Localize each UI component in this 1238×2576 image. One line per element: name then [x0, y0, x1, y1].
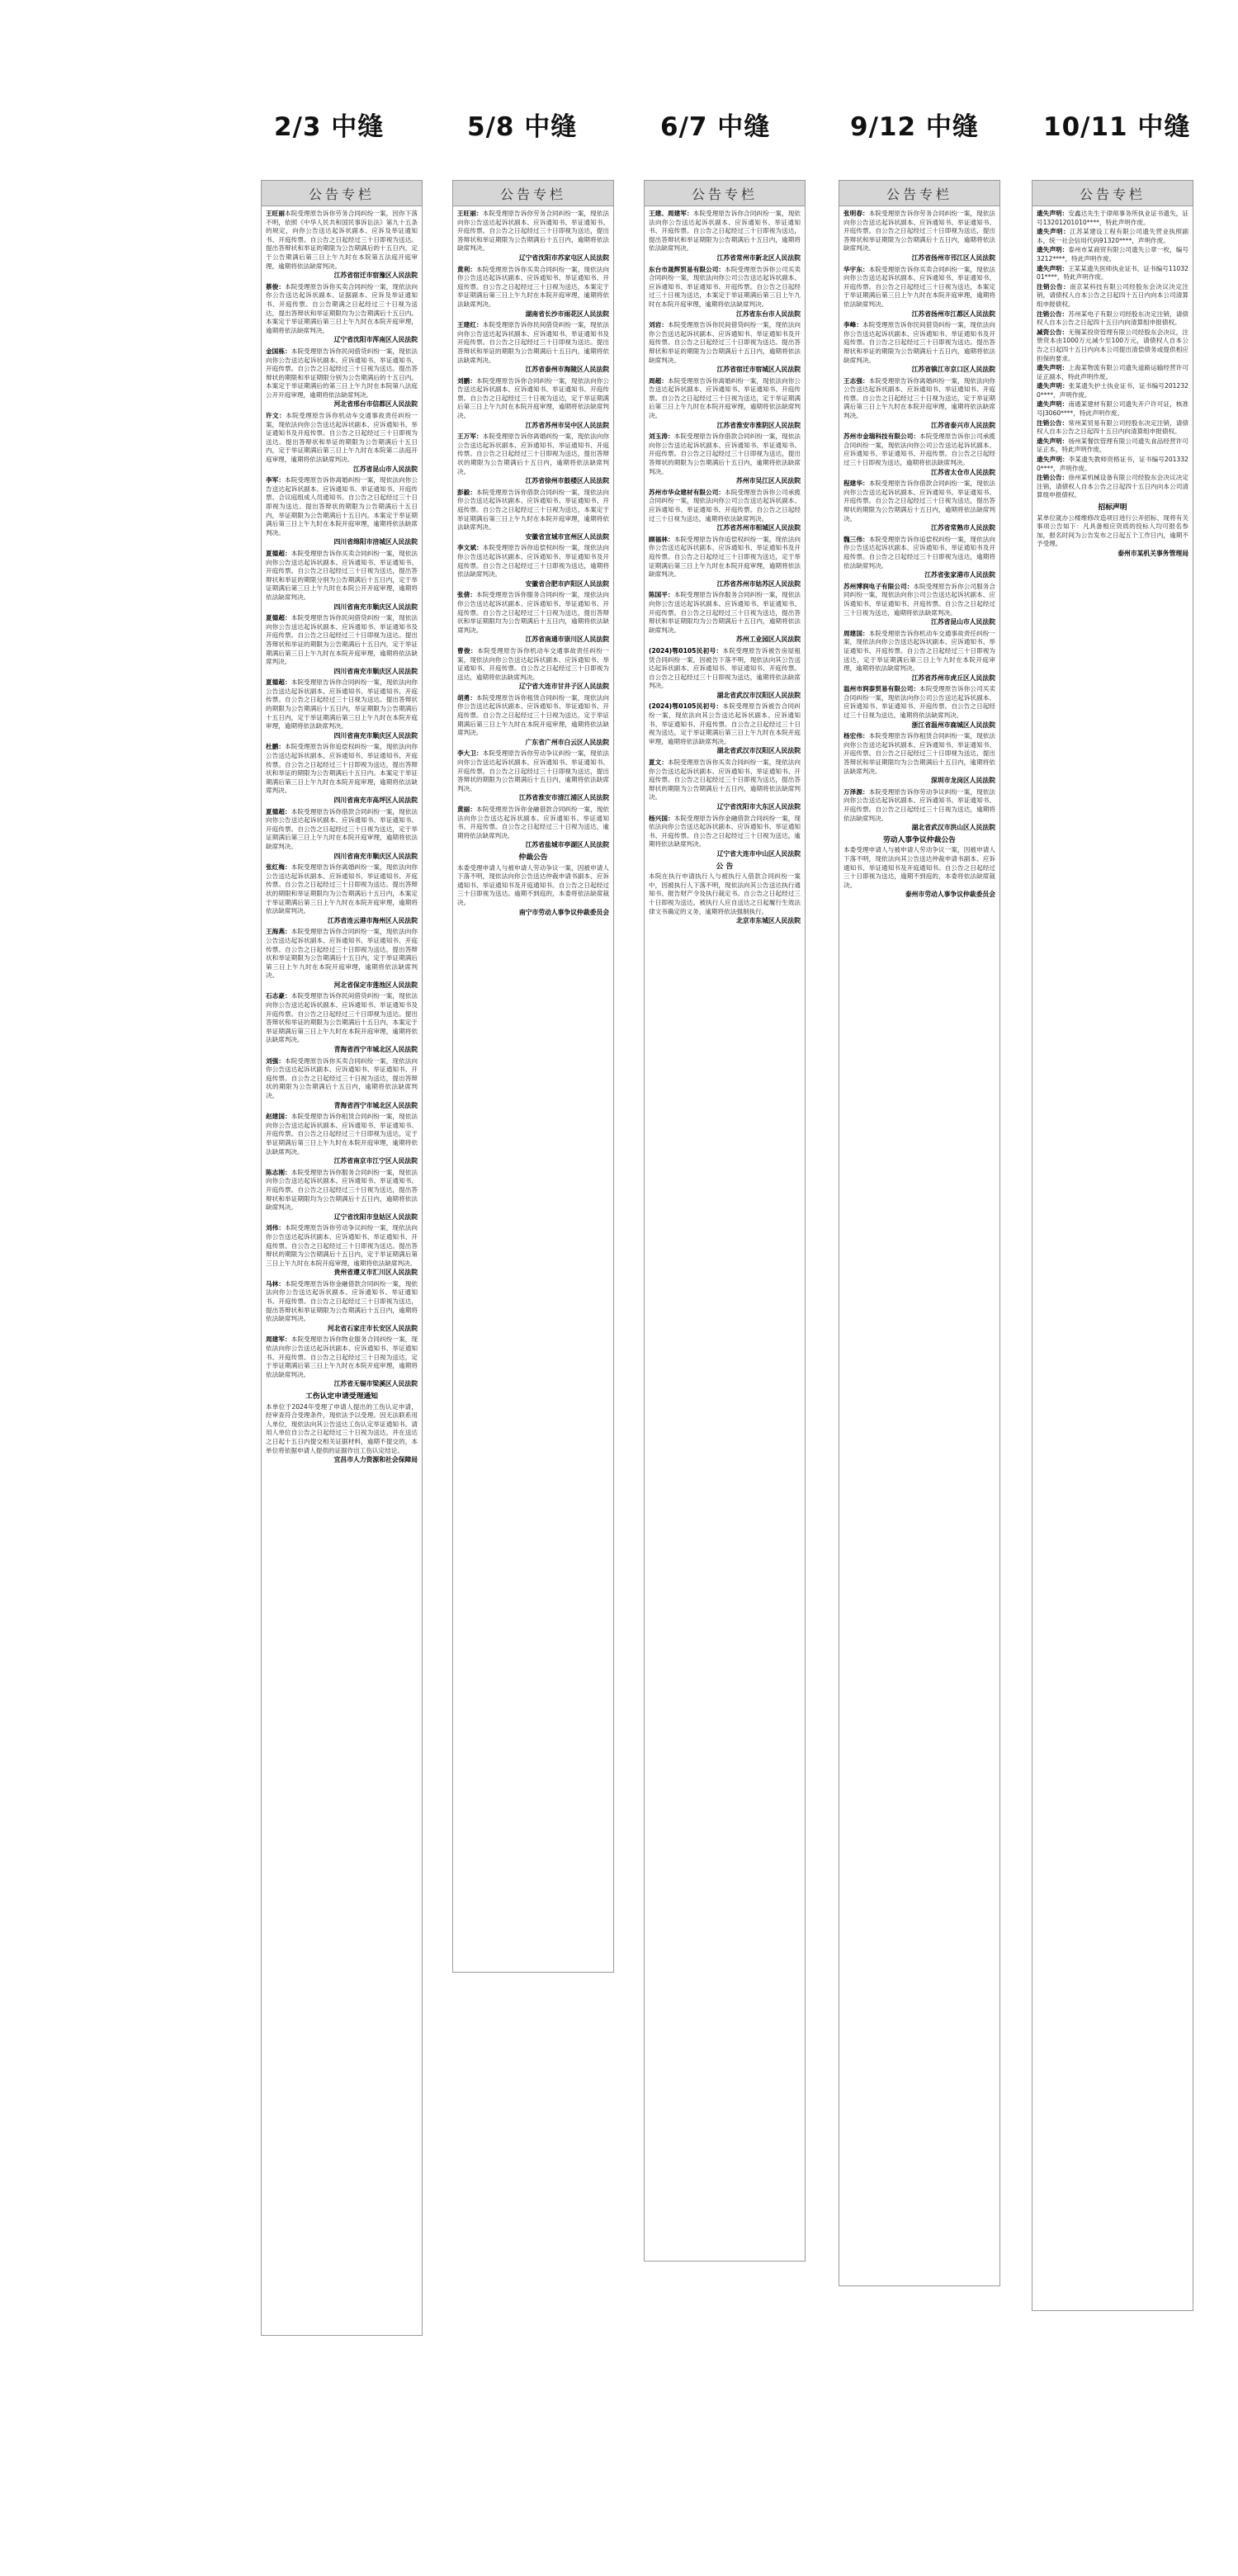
court-signature: 江苏省宿迁市宿豫区人民法院: [333, 272, 418, 280]
notice-text: 本院受理原告诉你合同纠纷一案，现依法向你公告送达起诉状副本、应诉通知书、举证通知书、开庭传票。自公告之日起经过三十日视为送达，定于举证期满后第三日上午九时在本院开庭审理，逾期将依法缺席判决。: [457, 376, 610, 420]
notice-addressee: 刘鹏：: [457, 376, 477, 385]
notice-item: [649, 321, 801, 365]
notice-item: [457, 591, 609, 635]
notice-body: [645, 206, 805, 934]
notice-text: 本院受理原告诉你劳务合同纠纷一案，现依法向你公告送达起诉状副本、应诉通知书、举证通知书、开庭传票。自公告之日起经过三十日即视为送达，提出答辩状和举证期限为公告期满后十五日内，逾期将依法缺席判决。: [457, 210, 610, 253]
notice-addressee: 黄丽：: [457, 806, 477, 813]
notice-addressee: 刘强：: [266, 1056, 286, 1065]
panel-banner: 公告专栏: [645, 181, 805, 206]
notice-item: [649, 377, 801, 421]
notice-text: 本院受理原告诉你劳务合同纠纷一案，现依法向你公告送达起诉状副本、应诉通知书、举证通知书、开庭传票。自公告之日起经过三十日即视为送达，提出答辩状和举证期限为公告期满后十五日内，逾期将依法缺席判决。: [843, 210, 996, 253]
notice-text: 本院受理原告诉你民间借贷纠纷一案，现依法向你公告送达起诉状副本、应诉通知书、举证通知书及开庭传票。自公告之日起经过三十日即视为送达。提出答辩状和举证的期限为公告期满后十五日内，定于举证期满后第三日上午九时在本院开庭审理，逾期将依法缺席判决。: [266, 614, 418, 666]
notice-addressee: 杨宏伟：: [843, 732, 869, 740]
notice-text: 张某遗失护士执业证书，证书编号2012320****，声明作废。: [1037, 382, 1188, 399]
notice-text: 苏州某电子有限公司经股东决定注销，请债权人自本公告之日起四十五日内向清算组申报债权。: [1037, 310, 1189, 327]
notice-addressee: 彭毅：: [457, 488, 477, 496]
notice-item: [266, 1113, 418, 1156]
court-signature: 四川省南充市顺庆区人民法院: [333, 603, 418, 611]
notice-addressee: 陈国平：: [649, 591, 674, 599]
notice-addressee: 赵建国：: [266, 1113, 291, 1121]
notice-text: 本院受理原告诉你离婚纠纷一案，现依法向你公告送达起诉状副本、应诉通知书、举证通知书、开庭传票。自公告之日起经过三十日即视为送达。提出答辩状的期限和举证期限均为公告期满后十五日内，本案定于举证期满后第三日上午九时在本院开庭审理，逾期将依法缺席判决。: [266, 863, 418, 915]
notice-addressee: 遗失声明：: [1037, 382, 1069, 390]
court-signature: 江苏省扬州市江都区人民法院: [911, 310, 995, 318]
notice-addressee: 曹俊：: [457, 646, 478, 655]
notice-addressee: 顾福林：: [649, 535, 674, 543]
notice-text: 本院受理原告诉你租赁合同纠纷一案，现依法向你公告送达起诉状副本、应诉通知书、举证通知书、开庭传票。自公告之日起经过三十日视为送达，定于举证期满后第三日上午九时在本院开庭审理，逾期将依法缺席判决。: [457, 693, 610, 737]
notice-addressee: 华宇东：: [843, 265, 869, 273]
notice-item: [1037, 419, 1188, 437]
notice-item: [457, 489, 609, 532]
notice-addressee: 周建国：: [843, 629, 869, 637]
court-signature: 江苏省常州市新北区人民法院: [716, 253, 801, 262]
notice-addressee: 张倩：: [457, 591, 477, 599]
section-title: 劳动人事争议仲裁公告: [883, 835, 956, 844]
notice-item: [266, 1057, 418, 1101]
panel-banner: 公告专栏: [839, 181, 999, 206]
notice-addressee: 王志强：: [843, 376, 869, 385]
notice-item: [843, 685, 995, 720]
notice-item: [1037, 437, 1188, 455]
court-signature: 江苏省昆山市人民法院: [931, 618, 995, 626]
court-signature: 四川省南充市高坪区人民法院: [333, 796, 418, 804]
court-signature: 湖北省武汉市汉阳区人民法院: [716, 691, 801, 699]
notice-text: 本院受理原告诉你机动车交通事故责任纠纷一案，现依法向你公告送达起诉状副本、应诉通知书、举证通知书、开庭传票。自公告之日起经过三十日即视为送达，逾期将依法缺席判决。: [457, 646, 610, 681]
notice-addressee: 遗失声明：: [1037, 228, 1070, 236]
notice-text: 本院受理原告诉你公司承揽合同纠纷一案，现依法向你公司公告送达起诉状副本、应诉通知书、举证通知书、开庭传票。自公告之日起经过三十日视为送达，逾期将依法缺席判决。: [649, 488, 801, 522]
column-header-3: 6/7 中缝: [660, 112, 771, 142]
notice-addressee: 王建红：: [457, 321, 483, 329]
notice-item: [843, 788, 995, 823]
notice-item: [843, 480, 995, 523]
notice-addressee: 周建军：: [266, 1335, 291, 1344]
notice-item: [1037, 310, 1188, 328]
court-signature: 河北省石家庄市长安区人民法院: [327, 1324, 418, 1332]
notice-text: 本院受理原告诉你服务合同纠纷一案，现依法向你公告送达起诉状副本、应诉通知书、举证通知书、开庭传票。自公告之日起经过三十日视为送达，提出答辩状和举证期限均为公告期满后十五日内，逾期将依法缺席判决。: [266, 1168, 418, 1212]
notice-addressee: 周超：: [649, 376, 669, 385]
notice-item: [457, 266, 609, 310]
notice-text: 本院受理原告诉你机动车交通事故责任纠纷一案，现依法向你公告送达起诉状副本、应诉通知书、举证通知书及开庭传票。自公告之日起经过三十日即视为送达。提出答辩状和举证的期限为公告期满后十五日内，定于举证期满后第三日上午九时在本院第二法庭开庭审理，逾期将依法缺席判决。: [266, 412, 418, 464]
notice-text: 本院受理原告诉你买卖合同纠纷一案，现依法向你公告送达起诉状副本、应诉通知书、举证通知书、开庭传票。自公告之日起经过三十日视为送达，提出答辩状和举证的期限分别为公告期满后十五日内，定于举证期满后第三日上午九时在本院公开开庭审理，逾期将依法缺席判决。: [266, 549, 418, 601]
notice-text: 本院受理原告诉你追偿权纠纷一案，现依法向你公告送达起诉状副本、应诉通知书、举证通知书、开庭传票。自公告之日起经过三十日即视为送达，提出答辩状和举证的期限为公告期满后十五日内。本案定于举证期满后第三日上午九时在本院开庭审理，逾期将依法缺席判决。: [266, 743, 418, 795]
notice-item: [266, 928, 418, 981]
notice-addressee: 刘岩：: [649, 321, 669, 329]
notice-text: 本院受理原告诉你合同纠纷一案，现依法向你公告送达起诉状副本、应诉通知书、举证通知书、开庭传票。自公告之日起经过三十日即视为送达，提出答辩状和举证期限为公告期满后十五日内，定于举证期满后第三日上午九时在本院开庭审理，逾期将依法缺席判决。: [266, 928, 418, 980]
notice-item: [649, 759, 801, 802]
notice-text: 本院受理原告诉你物业服务合同纠纷一案，现依法向你公告送达起诉状副本、应诉通知书、举证通知书、开庭传票。自公告之日起经过三十日视为送达，定于举证期满后第三日上午九时在本院开庭审理，逾期将依法缺席判决。: [266, 1335, 418, 1378]
notice-addressee: 张明春：: [843, 210, 869, 217]
notice-text: 泰州市某商贸有限公司遗失公章一枚，编号3212****，特此声明作废。: [1037, 246, 1189, 262]
court-signature: 江苏省南京市江宁区人民法院: [333, 1157, 418, 1165]
notice-text: 本院受理原告诉你民间借贷纠纷一案，现依法向你公告送达起诉状副本、应诉通知书、举证通知书及开庭传票。自公告之日起经过三十日即视为送达。提出答辩状和举证的期限为公告期满后十五日内，逾期将依法缺席判决。: [843, 321, 996, 364]
notice-text: 本院受理原告诉你劳务合同纠纷一案，因你下落不明，依照《中华人民共和国民事诉讼法》第九十五条的规定，向你公告送达起诉状副本、应诉及举证通知书、开庭传票。自公告之日起经过三十日即视为送达。提出答辩状和举证的期限为公告期满后的十五日内，定于公告期满后第三日上午九时在本院第五法庭开庭审理，逾期将依法缺席判决。: [266, 210, 418, 270]
notice-panel-2: [452, 180, 614, 1973]
notice-text: 本院受理原告诉你金融借款合同纠纷一案，现依法向你公告送达起诉状副本、应诉通知书、举证通知书、开庭传票。自公告之日起经过三十日视为送达，逾期将依法缺席判决。: [457, 806, 610, 839]
notice-item: [649, 432, 801, 476]
court-signature: 江苏省南通市崇川区人民法院: [525, 636, 609, 644]
section-title: 仲裁公告: [518, 853, 548, 862]
notice-item: [649, 702, 801, 746]
notice-text: 本院受理原告诉你追偿权纠纷一案，现依法向你公告送达起诉状副本、应诉通知书、举证通知书及开庭传票。自公告之日起经过三十日即视为送达，逾期将依法缺席判决。: [843, 535, 996, 570]
section-title: 招标声明: [1098, 503, 1127, 512]
notice-item: [266, 412, 418, 465]
notice-text: 南通某建材有限公司遗失开户许可证，核准号J3060****，特此声明作废。: [1037, 400, 1189, 418]
notice-item: [1037, 265, 1188, 282]
notice-panel-1: [261, 180, 423, 2336]
notice-addressee: 夏德超：: [266, 807, 291, 815]
notice-item: [266, 863, 418, 916]
notice-text: 安鑫达先生于律师事务所执业证书遗失，证号13201201010****，特此声明作废。: [1037, 210, 1189, 226]
notice-addressee: 苏州市华众建材有限公司：: [649, 488, 725, 496]
notice-text: 本院受理原告诉你公司承揽合同纠纷一案，现依法向你公司公告送达起诉状副本、应诉通知书、举证通知书、开庭传票。自公告之日起经过三十日即视为送达，逾期将依法缺席判决。: [843, 432, 996, 467]
court-signature: 湖南省长沙市雨花区人民法院: [525, 310, 609, 318]
notice-text: 本院受理原告诉你公司买卖合同纠纷一案，现依法向你公司公告送达起诉状副本、应诉通知书、举证通知书、开庭传票。自公告之日起经过三十日视为送达，逾期将依法缺席判决。: [843, 685, 996, 720]
notice-addressee: 李大卫：: [457, 749, 483, 758]
notice-addressee: 蔡俊：: [266, 282, 286, 291]
notice-item: [843, 432, 995, 467]
notice-item: [457, 210, 609, 253]
notice-text: 本院受理原告诉你追偿权纠纷一案，现依法向你公告送达起诉状副本、应诉通知书、举证通知书及开庭传票。自公告之日起经过三十日即视为送达，定于举证期满后第三日上午九时在本院开庭审理，逾期将依法缺席判决。: [649, 535, 801, 579]
notice-item: [457, 694, 609, 738]
court-signature: 苏州工业园区人民法院: [736, 636, 801, 644]
notice-item: [266, 743, 418, 796]
notice-addressee: 遗失声明：: [1037, 437, 1069, 445]
notice-addressee: 夏德超：: [266, 678, 291, 687]
notice-text: 本院受理原告诉被告合同纠纷一案，现依法向其公告送达起诉状副本、应诉通知书、举证通知书、开庭传票。自公告之日起经过三十日视为送达，定于举证期满后第三日上午九时在本院开庭审理，逾期将依法缺席判决。: [649, 702, 801, 745]
court-signature: 江苏省连云港市海州区人民法院: [327, 916, 418, 924]
notice-text: 本院受理原告诉你买卖合同纠纷一案，现依法向你公告送达起诉状副本、应诉通知书、举证通知书、开庭传票。自公告之日起经过三十日即视为送达，提出答辩状的期限为公告期满后十五日内，逾期将依法缺席判决。: [649, 759, 801, 801]
court-signature: 江苏省东台市人民法院: [736, 310, 801, 318]
notice-body: [839, 206, 999, 907]
panel-banner: 公告专栏: [453, 181, 613, 206]
court-signature: 深圳市龙岗区人民法院: [931, 777, 995, 785]
court-signature: 江苏省张家港市人民法院: [924, 571, 995, 579]
notice-body: [1032, 206, 1193, 566]
notice-item: [1037, 328, 1188, 363]
notice-addressee: 李军：: [266, 476, 286, 484]
notice-addressee: 李峰：: [843, 321, 863, 329]
notice-item: [266, 808, 418, 852]
notice-item: [266, 476, 418, 537]
notice-addressee: 刘玉涛：: [649, 432, 674, 441]
notice-text: 本院受理原告诉你追偿权纠纷一案，现依法向你公告送达起诉状副本、应诉通知书、举证通知书及开庭传票。自公告之日起经过三十日即视为送达，逾期将依法缺席判决。: [457, 544, 610, 579]
court-signature: 苏州市吴江区人民法院: [736, 477, 801, 485]
notice-text: 本院受理原告诉你合同纠纷一案，现依法向你公告送达起诉状副本、应诉通知书、举证通知书、开庭传票。自公告之日起经过三十日即视为送达，提出答辩状和举证期限为公告期满后十五日内，逾期将依法缺席判决。: [649, 210, 801, 253]
notice-addressee: 温州市润泰贸易有限公司：: [843, 685, 920, 693]
notice-addressee: 王海燕：: [266, 928, 291, 936]
notice-text: 本院受理原告诉你民间借贷纠纷一案，现依法向你公告送达起诉状副本、应诉通知书、举证通知书及开庭传票。自公告之日起经过三十日即视为送达。提出答辩状和举证的期限为公告期满后十五日内，本案定于举证期满后第三日上午九时在本院开庭审理，逾期将依法缺席判决。: [266, 992, 418, 1044]
column-header-2: 5/8 中缝: [467, 112, 578, 142]
court-signature: 江苏省苏州市相城区人民法院: [716, 524, 801, 532]
notice-text: 本院受理原告诉你借款合同纠纷一案，现依法向你公告送达起诉状副本、应诉通知书、举证通知书、开庭传票。自公告之日起经过三十日视为送达，提出答辩状的期限为公告期满后十五日内，逾期将依法缺席判决。: [843, 480, 996, 522]
court-signature: 辽宁省大连市中山区人民法院: [716, 849, 801, 858]
column-header-5: 10/11 中缝: [1043, 112, 1191, 142]
court-signature: 江苏省苏州市吴中区人民法院: [525, 421, 609, 429]
notice-text: 本院受理原告诉你合同纠纷一案，现依法向你公告送达起诉状副本、应诉通知书、举证通知书、开庭传票。自公告之日起经过三十日视为送达。提出答辩状的期限为公告期满后十五日内，举证期限为公告期满后十五日内，定于举证期满后第三日上午九时在本院开庭审理，逾期将依法缺席判决。: [266, 678, 418, 730]
notice-addressee: 遗失声明：: [1037, 264, 1069, 272]
notice-text: 本院受理原告诉你借款合同纠纷一案，现依法向你公告送达起诉状副本、应诉通知书、举证通知书、开庭传票。自公告之日起经过三十日视为送达，本案定于举证期满后第三日上午九时在本院开庭审理，逾期将依法缺席判决。: [457, 488, 610, 532]
notice-item: [266, 678, 418, 731]
notice-body: [453, 206, 613, 924]
notice-addressee: 许文：: [266, 412, 286, 420]
notice-text: 本院受理原告诉你离婚纠纷一案，现依法向你公告送达起诉状副本、应诉通知书、举证通知书、开庭传票。自公告之日起经过三十日即视为送达，提出答辩状的期限为公告期满后十五日内，逾期将依法缺席判决。: [457, 432, 610, 475]
notice-item: [649, 210, 801, 253]
notice-addressee: 王旺丽: [266, 210, 286, 217]
section-text: 某单位就办公楼维修改造项目进行公开招标，现将有关事项公告如下：凡具备相应资质的投标人均可报名参加，报名时间为公告发布之日起五个工作日内，逾期不予受理。: [1037, 513, 1188, 548]
court-signature: 湖北省武汉市洪山区人民法院: [911, 824, 995, 832]
notice-addressee: 苏州市金瑞科技有限公司：: [843, 432, 920, 441]
section-signature: 北京市东城区人民法院: [736, 917, 801, 925]
notice-text: 本院受理原告诉你公司买卖合同纠纷一案，现依法向你公司公告送达起诉状副本、应诉通知书、举证通知书、开庭传票。自公告之日起经过三十日视为送达，本案定于举证期满后第三日上午九时在本院开庭审理，逾期将依法缺席判决。: [649, 265, 801, 308]
notice-text: 本院受理原告诉你服务合同纠纷一案，现依法向你公告送达起诉状副本、应诉通知书、举证通知书、开庭传票。自公告之日起经过三十日视为送达，提出答辩状和举证期限均为公告期满后十五日内，逾期将依法缺席判决。: [457, 591, 610, 634]
court-signature: 江苏省淮安市淮阴区人民法院: [716, 421, 801, 429]
court-signature: 青海省西宁市城北区人民法院: [333, 1101, 418, 1109]
court-signature: 江苏省苏州市虎丘区人民法院: [911, 674, 995, 682]
notice-item: [457, 544, 609, 579]
notice-addressee: 王建、周建军：: [649, 210, 693, 217]
notice-item: [266, 347, 418, 400]
court-signature: 江苏省苏州市姑苏区人民法院: [716, 579, 801, 588]
notice-text: 本院受理原告诉你离婚纠纷一案，现依法向你公告送达起诉状副本、应诉通知书、举证通知书、开庭传票。自公告之日起经过三十日视为送达，定于举证期满后第三日上午九时在本院开庭审理，逾期将依法缺席判决。: [649, 376, 801, 420]
section-signature: 泰州市某机关事务管理局: [1118, 549, 1188, 557]
notice-addressee: 张红梅：: [266, 863, 291, 872]
notice-text: 本院受理原告诉你租赁合同纠纷一案，现依法向你公告送达起诉状副本、应诉通知书、举证通知书、开庭传票。自公告之日起经过三十日即视为送达，提出答辩状和举证期限均为公告期满后十五日内，逾期将依法缺席判决。: [843, 732, 996, 775]
notice-item: [457, 321, 609, 365]
court-signature: 四川省南充市顺庆区人民法院: [333, 731, 418, 740]
notice-addressee: 魏三伟：: [843, 535, 869, 543]
court-signature: 河北省保定市莲池区人民法院: [333, 981, 418, 989]
notice-addressee: 夏德超：: [266, 614, 291, 622]
notice-addressee: 遗失声明：: [1037, 456, 1069, 464]
notice-text: 江苏某建设工程有限公司遗失营业执照副本，统一社会信用代码91320****，声明作废。: [1037, 228, 1188, 244]
notice-item: [1037, 400, 1188, 418]
court-signature: 江苏省徐州市鼓楼区人民法院: [525, 477, 609, 485]
court-signature: 江苏省镇江市京口区人民法院: [911, 366, 995, 374]
court-signature: 广东省广州市白云区人民法院: [525, 738, 609, 746]
notice-addressee: (2024)鄂0105民初号：: [649, 646, 723, 655]
notice-addressee: 黄利：: [457, 265, 477, 273]
notice-addressee: 李文斌：: [457, 544, 483, 552]
notice-text: 徐州某机械设备有限公司经股东会决议决定注销，请债权人自本公告之日起四十五日内向本公司清算组申报债权。: [1037, 474, 1189, 499]
notice-text: 本院受理原告诉你金融借款合同纠纷一案，现依法向你公告送达起诉状副本、应诉通知书、举证通知书、开庭传票。自公告之日起经过三十日视为送达，逾期将依法缺席判决。: [649, 814, 801, 848]
notice-addressee: 杨兴国：: [649, 814, 674, 822]
court-signature: 青海省西宁市城北区人民法院: [333, 1046, 418, 1054]
notice-item: [843, 377, 995, 421]
notice-text: 本院受理原告诉你离婚纠纷一案，现依法向你公告送达起诉状副本、应诉通知书、举证通知书、开庭传票。自公告之日起经过三十日视为送达，定于举证期满后第三日上午九时在本院开庭审理，逾期将依法缺席判决。: [843, 376, 996, 420]
notice-addressee: 注销公告：: [1037, 418, 1069, 427]
notice-addressee: 东台市晟辉贸易有限公司：: [649, 265, 725, 273]
notice-item: [843, 732, 995, 776]
notice-item: [457, 749, 609, 793]
court-signature: 辽宁省沈阳市苏家屯区人民法院: [518, 253, 609, 262]
notice-text: 扬州某餐饮管理有限公司遗失食品经营许可证正本，特此声明作废。: [1037, 437, 1189, 454]
notice-text: 本院受理原告诉你金融借款合同纠纷一案，现依法向你公告送达起诉状副本、应诉通知书、举证通知书、开庭传票。自公告之日起经过三十日即视为送达，提出答辩状和举证期限为公告期满后十五日内，逾期将依法缺席判决。: [266, 1279, 418, 1323]
section-text: 本院在执行申请执行人与被执行人借款合同纠纷一案中，因被执行人下落不明，现依法向其公告送达执行通知书、报告财产令及执行裁定书。自公告之日起经过三十日即视为送达，被执行人应自送达之日起履行生效法律文书确定的义务，逾期将依法强制执行。: [649, 872, 801, 915]
notice-text: 本院受理原告诉你离婚纠纷一案，现依法向你公告送达起诉状副本、应诉通知书、举证通知书、开庭传票、合议庭组成人员通知书。自公告之日起经过三十日即视为送达。提出答辩状的期限为公告期满后十五日内，举证期限为公告期满后十五日内。本案定于举证期满后第三日上午九时在本院开庭审理，逾期将依法缺席判决。: [266, 476, 418, 536]
notice-addressee: 减资公告：: [1037, 328, 1069, 336]
court-signature: 浙江省温州市鹿城区人民法院: [911, 721, 995, 729]
notice-text: 王某某遗失医师执业证书，证书编号1103201****，特此声明作废。: [1037, 264, 1189, 281]
notice-addressee: 遗失声明：: [1037, 364, 1069, 372]
notice-item: [266, 210, 418, 271]
notice-text: 本院受理原告诉你买卖合同纠纷一案，现依法向你公告送达起诉状副本、应诉通知书、举证通知书、开庭传票。自公告之日起经过三十日视为送达，本案定于举证期满后第三日上午九时在本院开庭审理，逾期将依法缺席判决。: [843, 265, 996, 308]
notice-text: 本院受理原告诉你机动车交通事故责任纠纷一案，现依法向你公告送达起诉状副本、应诉通知书、举证通知书、开庭传票。自公告之日起经过三十日即视为送达，定于举证期满后第三日上午九时在本院开庭审理，逾期将依法缺席判决。: [843, 629, 996, 673]
notice-addressee: 胡勇：: [457, 693, 477, 702]
court-signature: 安徽省合肥市庐阳区人民法院: [525, 579, 609, 588]
notice-item: [266, 614, 418, 667]
notice-text: 本院受理原告诉你民间借贷纠纷一案，现依法向你公告送达起诉状副本、应诉通知书、举证通知书、开庭传票。自公告之日起经过三十日视为送达。提出答辩状的期限和举证期限分别为公告期满后的十五日内。本案定于举证期满后的第三日上午九时在本院第八法庭公开开庭审理，逾期将依法缺席判决。: [266, 347, 418, 399]
notice-addressee: 金国栋：: [266, 347, 291, 355]
notice-text: 本院受理原告诉你劳动争议纠纷一案，现依法向你公告送达起诉状副本、应诉通知书、举证通知书、开庭传票。自公告之日起经过三十日即视为送达，提出答辩状的期限为公告期满后十五日内，逾期将依法缺席判决。: [457, 749, 610, 792]
notice-item: [457, 432, 609, 476]
notice-item: [1037, 382, 1188, 399]
column-header-1: 2/3 中缝: [274, 112, 385, 142]
notice-text: 本院受理原告诉你租赁合同纠纷一案，现依法向你公告送达起诉状副本、应诉通知书、举证通知书、开庭传票。自公告之日起经过三十日即视为送达，定于举证期满后第三日上午九时在本院开庭审理，逾期将依法缺席判决。: [266, 1113, 418, 1156]
notice-text: 上海某物流有限公司遗失道路运输经营许可证正副本，特此声明作废。: [1037, 364, 1189, 380]
notice-addressee: 石志豪：: [266, 992, 291, 1000]
notice-addressee: 程建华：: [843, 480, 869, 488]
notice-panel-4: [839, 180, 1000, 2286]
panel-banner: 公告专栏: [262, 181, 422, 206]
court-signature: 江苏省泰兴市人民法院: [931, 421, 995, 429]
notice-item: [649, 815, 801, 849]
notice-item: [843, 583, 995, 617]
court-signature: 江苏省无锡市梁溪区人民法院: [333, 1380, 418, 1388]
notice-text: 本院受理原告诉你借款合同纠纷一案，现依法向你公告送达起诉状副本、应诉通知书、举证通知书、开庭传票。自公告之日起经过三十日视为送达，定于举证期满后第三日上午九时在本院开庭审理，逾期将依法缺席判决。: [266, 807, 418, 850]
notice-item: [649, 591, 801, 635]
court-signature: 江苏省扬州市邗江区人民法院: [911, 253, 995, 262]
notice-addressee: 马林：: [266, 1279, 286, 1288]
court-signature: 江苏省宿迁市宿城区人民法院: [716, 366, 801, 374]
section-title: 公 告: [716, 862, 734, 871]
notice-item: [266, 992, 418, 1045]
notice-item: [266, 1224, 418, 1268]
notice-addressee: 杜鹏：: [266, 743, 286, 751]
notice-text: 本院受理原告诉你买卖合同纠纷一案，现依法向你公告送达起诉状副本、证据副本、应诉及举证通知书、开庭传票。自公告期满之日起经过三十日视为送达，提出答辩状和举证期限均为公告期满后十五日内。本案定于举证期满后第三日上午九时在本院开庭审理，逾期将依法缺席判决。: [266, 282, 418, 334]
court-signature: 江苏省泰州市海陵区人民法院: [525, 366, 609, 374]
notice-text: 本院受理原告诉你民间借贷纠纷一案，现依法向你公告送达起诉状副本、应诉通知书、举证通知书及开庭传票。自公告之日起经过三十日即视为送达。提出答辩状和举证的期限为公告期满后十五日内，逾期将依法缺席判决。: [649, 321, 801, 364]
notice-item: [843, 321, 995, 365]
notice-text: 李某遗失教师资格证书，证书编号2013320****，声明作废。: [1037, 456, 1188, 472]
notice-item: [266, 1335, 418, 1379]
notice-item: [457, 377, 609, 421]
notice-item: [266, 550, 418, 603]
panel-banner: 公告专栏: [1032, 181, 1193, 206]
court-signature: 河北省邢台市信都区人民法院: [333, 400, 418, 409]
notice-text: 南京某科技有限公司经股东会决议决定注销，请债权人自本公告之日起四十五日内向本公司清算组申报债权。: [1037, 282, 1188, 308]
notice-item: [843, 266, 995, 310]
notice-text: 本院受理原告诉你劳动争议纠纷一案，现依法向你公告送达起诉状副本、应诉通知书、举证通知书、开庭传票。自公告之日起经过三十日视为送达，逾期将依法缺席判决。: [843, 787, 996, 822]
court-signature: 四川省绵阳市涪城区人民法院: [333, 538, 418, 546]
notice-addressee: 注销公告：: [1037, 474, 1069, 482]
court-signature: 贵州省遵义市汇川区人民法院: [333, 1269, 418, 1277]
section-text: 本委受理申请人与被申请人劳动争议一案，因被申请人下落不明，现依法向你公告送达仲裁申请书副本、应诉通知书、举证通知书及开庭通知书。自公告之日起经过三十日即视为送达。逾期不到庭的，本委将依法缺席裁决。: [457, 863, 609, 906]
notice-addressee: 夏德超：: [266, 549, 291, 557]
notice-addressee: 王万军：: [457, 432, 483, 441]
notice-item: [1037, 456, 1188, 473]
notice-addressee: 遗失声明：: [1037, 246, 1069, 254]
section-signature: 泰州市劳动人事争议仲裁委员会: [905, 891, 995, 899]
notice-addressee: 注销公告：: [1037, 310, 1069, 318]
section-signature: 南宁市劳动人事争议仲裁委员会: [518, 908, 609, 916]
notice-text: 本院受理原告诉被告房屋租赁合同纠纷一案，因被告下落不明，现依法向其公告送达起诉状副本、应诉通知书、举证通知书、开庭传票。自公告之日起经过三十日即视为送达，逾期将依法缺席判决。: [649, 646, 801, 690]
notice-item: [1037, 246, 1188, 263]
notice-addressee: 刘伟：: [266, 1224, 286, 1232]
notice-item: [266, 1169, 418, 1212]
section-text: 本单位于2024年受理了申请人提出的工伤认定申请，经审查符合受理条件，现依法予以受理。因无法联系用人单位，现依法向其公告送达工伤认定举证通知书。请用人单位自公告之日起经过三十日视为送达，并在送达之日起十五日内提交相关证据材料，逾期不提交的，本单位将依据申请人提供的证据作出工伤认定结论。: [266, 1402, 418, 1454]
notice-addressee: 遗失声明：: [1037, 210, 1069, 217]
notice-item: [457, 806, 609, 840]
notice-panel-3: [644, 180, 806, 2262]
court-signature: 江苏省淮安市清江浦区人民法院: [518, 794, 609, 802]
notice-item: [649, 489, 801, 523]
section-text: 本委受理申请人与被申请人劳动争议一案，因被申请人下落不明，现依法向其公告送达仲裁申请书副本、应诉通知书、举证通知书及开庭通知书。自公告之日起经过三十日即视为送达，逾期不到庭的，本委将依法缺席裁决。: [843, 846, 995, 889]
notice-item: [649, 266, 801, 310]
court-signature: 辽宁省沈阳市大东区人民法院: [716, 803, 801, 811]
notice-text: 本院受理原告诉你借款合同纠纷一案，现依法向你公告送达起诉状副本、应诉通知书、举证通知书、开庭传票。自公告之日起经过三十日即视为送达，提出答辩状的期限为公告期满后十五日内，逾期将依法缺席判决。: [649, 432, 801, 475]
court-signature: 辽宁省沈阳市皇姑区人民法院: [333, 1212, 418, 1221]
notice-item: [1037, 283, 1188, 310]
notice-text: 本院受理原告诉你买卖合同纠纷一案，现依法向你公告送达起诉状副本、应诉通知书、举证通知书、开庭传票。自公告之日起经过三十日视为送达，本案定于举证期满后第三日上午九时在本院开庭审理，逾期将依法缺席判决。: [457, 265, 610, 308]
notice-text: 本院受理原告诉你买卖合同纠纷一案，现依法向你公告送达起诉状副本、应诉通知书、举证通知书、开庭传票。自公告之日起经过三十日视为送达，提出答辩状的期限为公告期满后十五日内，逾期将依法缺席判决。: [266, 1056, 418, 1099]
column-header-4: 9/12 中缝: [850, 112, 979, 142]
notice-item: [1037, 228, 1188, 245]
court-signature: 四川省南充市顺庆区人民法院: [333, 852, 418, 860]
court-signature: 辽宁省沈阳市浑南区人民法院: [333, 336, 418, 344]
notice-addressee: (2024)鄂0105民初号：: [649, 702, 723, 711]
court-signature: 江苏省盐城市亭湖区人民法院: [525, 841, 609, 849]
court-signature: 辽宁省大连市甘井子区人民法院: [518, 683, 609, 691]
notice-text: 本院受理原告诉你服务合同纠纷一案，现依法向你公告送达起诉状副本、应诉通知书、举证通知书、开庭传票。自公告之日起经过三十日视为送达，提出答辩状和举证期限均为公告期满后十五日内，逾期将依法缺席判决。: [649, 591, 801, 634]
notice-item: [843, 210, 995, 253]
notice-addressee: 陈志刚：: [266, 1168, 291, 1176]
notice-item: [457, 647, 609, 682]
court-signature: 安徽省宣城市宣州区人民法院: [525, 532, 609, 541]
notice-text: 本院受理原告诉你公司服务合同纠纷一案，现依法向你公司公告送达起诉状副本、应诉通知书、举证通知书、开庭传票。自公告之日起经过三十日视为送达，逾期将依法缺席判决。: [843, 582, 996, 617]
notice-panel-5: [1032, 180, 1193, 2311]
notice-item: [843, 536, 995, 570]
notice-addressee: 遗失声明：: [1037, 400, 1069, 409]
notice-text: 无锡某投资管理有限公司经股东会决议，注册资本由1000万元减少至100万元，请债权人自本公告之日起四十五日内向本公司提出清偿债务或提供相应担保的要求。: [1037, 328, 1189, 362]
notice-item: [1037, 210, 1188, 227]
court-signature: 江苏省常熟市人民法院: [931, 524, 995, 532]
court-signature: 四川省南充市顺庆区人民法院: [333, 667, 418, 675]
notice-addressee: 万泽源：: [843, 787, 869, 796]
notice-item: [649, 536, 801, 579]
court-signature: 湖北省武汉市汉阳区人民法院: [716, 747, 801, 755]
notice-addressee: 夏文：: [649, 759, 669, 767]
court-signature: 江苏省昆山市人民法院: [353, 465, 418, 473]
notice-item: [266, 283, 418, 336]
notice-addressee: 苏州博润电子有限公司：: [843, 582, 914, 590]
notice-addressee: 王旺丽：: [457, 210, 483, 217]
section-title: 工伤认定申请受理通知: [305, 1392, 378, 1401]
notice-text: 本院受理原告诉你劳动争议纠纷一案，现依法向你公告送达起诉状副本、应诉通知书、举证通知书、开庭传票。自公告之日起经过三十日即视为送达。提出答辩状的期限为公告期满后十五日内，定于举证期满后第三日上午九时在本院开庭审理，逾期将依法缺席判决。: [266, 1224, 418, 1267]
notice-item: [843, 630, 995, 674]
notice-text: 常州某贸易有限公司经股东决定注销，请债权人自本公告之日起四十五日内向清算组申报债权。: [1037, 418, 1189, 436]
notice-item: [1037, 474, 1188, 500]
section-signature: 宜昌市人力资源和社会保障局: [333, 1456, 418, 1464]
notice-text: 本院受理原告诉你民间借贷纠纷一案，现依法向你公告送达起诉状副本、应诉通知书、举证通知书及开庭传票。自公告之日起经过三十日即视为送达。提出答辩状和举证的期限为公告期满后十五日内，逾期将依法缺席判决。: [457, 321, 610, 364]
notice-item: [649, 647, 801, 691]
notice-item: [266, 1280, 418, 1324]
notice-addressee: 注销公告：: [1037, 282, 1070, 291]
court-signature: 江苏省太仓市人民法院: [931, 468, 995, 476]
notice-item: [1037, 364, 1188, 381]
notice-body: [262, 206, 422, 1472]
